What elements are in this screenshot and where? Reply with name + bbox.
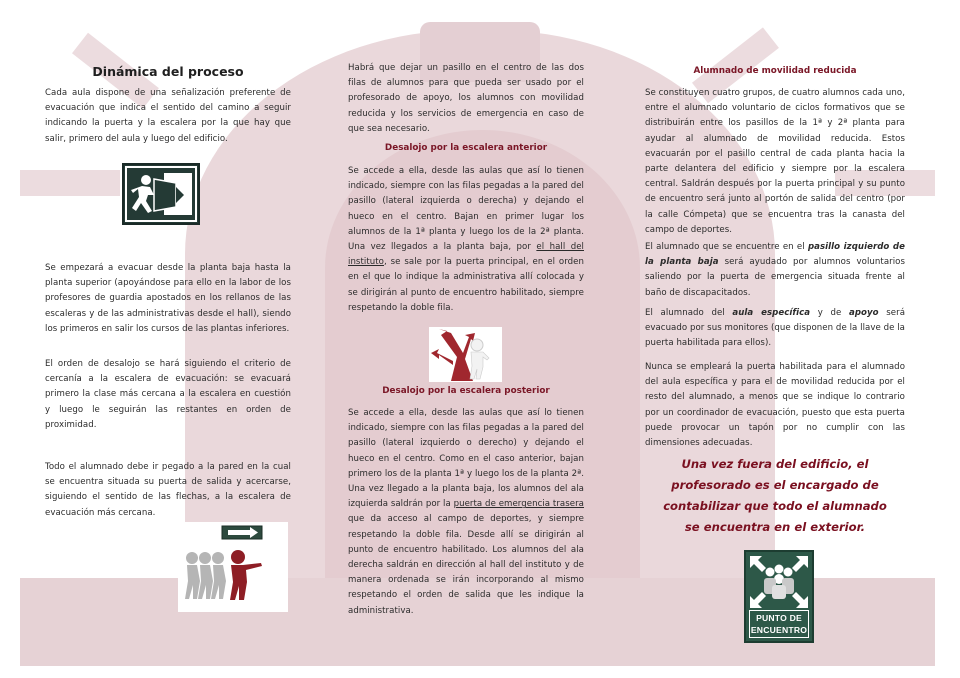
paragraph-volunteer-groups: Se constituyen cuatro grupos, de cuatro alumnos cada uno, entre el alumnado voluntario de ciclos formativos que se distribuirán entre los pasillos de la 1ª y 2ª planta para ayudar al alumnado de movilidad reducida. Estos evacuarán por el pasillo central de cada planta hacia la parte delantera del edificio y siempre por la escalera central. Saldrán después por la puerta principal y su punto de encuentro será junto al portón de salida del centro (por la calle Cómpeta) que se encuentra tras la canasta del campo de deportes.	[645, 88, 905, 235]
paragraph-central-corridor: Habrá que dejar un pasillo en el centro de las dos filas de alumnos para que pueda ser usado por el profesorado de apoyo, los alumnos con movilidad reducida y los servicios de emergencia en caso de que sea necesario.	[348, 63, 584, 134]
paragraph-evacuation-order: Se empezará a evacuar desde la planta baja hasta la planta superior (apoyándose para ello en la labor de los profesores de guardia apostados en los rellanos de las escaleras y de las administrativas desde el hall), siendo los primeros en salir los cursos de las plantas inferiores.	[45, 263, 291, 334]
text-span: que da acceso al campo de deportes, y siempre respetando la doble fila. Desde allí se dirigirán al punto de encuentro habilitado. Los alumnos del ala derecha saldrán en dirección al hall del instituto y de manera ordenada se irán incorporando al mismo respetando el orden de salida que les indique la administrativa.	[348, 514, 584, 616]
underlined-hall: el hall del instituto	[348, 242, 584, 268]
text-span: será ayudado por alumnos voluntarios saliendo por la puerta de emergencia situada frente al baño de discapacitados.	[645, 257, 906, 298]
paragraph-wall-rule: Todo el alumnado debe ir pegado a la pared en la cual se encuentra situada su puerta de salida y acercarse, siguiendo el sentido de las flechas, a la escalera de evacuación más cercana.	[45, 462, 291, 518]
paragraph-rear-stairs	[348, 406, 584, 619]
paragraph-front-stairs	[348, 164, 584, 316]
text-span: , se sale por la puerta principal, en el orden en el que lo indique la administrativa allí colocada y se dirigirán al punto de encuentro habilitado, siempre respetando la doble fila.	[348, 257, 584, 313]
heading-front-stairs: Desalojo por la escalera anterior	[384, 143, 548, 153]
crossroads-icon	[429, 327, 502, 382]
emphasis-apoyo: apoyo	[849, 308, 879, 318]
text-span: El alumnado del	[645, 308, 733, 318]
meeting-point-icon	[746, 552, 812, 610]
emergency-exit-icon	[122, 163, 200, 225]
meeting-point-label	[749, 610, 809, 638]
meeting-point-line1: PUNTO DE	[756, 613, 802, 623]
heading-rear-stairs: Desalojo por la escalera posterior	[382, 386, 550, 396]
page-title: Dinámica del proceso	[92, 64, 244, 79]
paragraph-specific-classroom	[645, 306, 905, 352]
underlined-rear-exit: puerta de emergencia trasera	[453, 499, 584, 510]
paragraph-signage: Cada aula dispone de una señalización preferente de evacuación que indica el sentido del camino a seguir indicando la puerta y la escalera por la que hay que salir, primero del aula y luego del edificio.	[45, 88, 291, 144]
meeting-point-line2: ENCUENTRO	[750, 625, 808, 635]
paragraph-left-corridor	[645, 240, 905, 301]
paragraph-door-restriction: Nunca se empleará la puerta habilitada para el alumnado del aula específica y para el de movilidad reducida por el resto del alumnado, a menos que se indique lo contrario por un coordinador de evacuación, puesto que esta puerta puede provocar un tapón por no cumplir con las dimensiones adecuadas.	[645, 362, 905, 449]
text-span: El alumnado que se encuentre en el	[645, 242, 808, 252]
heading-reduced-mobility: Alumnado de movilidad reducida	[693, 66, 857, 76]
watermark-ray	[20, 170, 120, 196]
text-span: Se accede a ella, desde las aulas que así lo tienen indicado, siempre con las filas pegadas a la pared del pasillo (lateral izquierdo o derecho) y dejando el hueco en el centro. Como en el caso anterior, bajan primero los de la planta 1ª y luego los de la planta 2ª. Una vez llegado a la planta baja, los alumnos del ala izquierda saldrán por la	[348, 408, 584, 510]
meeting-point-sign	[744, 550, 814, 643]
paragraph-proximity: El orden de desalojo se hará siguiendo el criterio de cercanía a la escalera de evacuación: se evacuará primero la clase más cercana a la escalera en cuestión y luego le seguirán las restantes en orden de proximidad.	[45, 359, 291, 430]
emphasis-left-corridor: pasillo izquierdo de la planta baja	[645, 242, 905, 268]
emphasis-aula-especifica: aula específica	[732, 308, 811, 318]
people-following-arrow-icon	[178, 522, 288, 612]
closing-statement: Una vez fuera del edificio, el profesorado es el encargado de contabilizar que todo el alumnado se encuentra en el exterior.	[663, 457, 887, 534]
text-span: Se accede a ella, desde las aulas que así lo tienen indicado, siempre con las filas pegadas a la pared del pasillo (lateral izquierda o derecha) y dejando el hueco en el centro. Bajan en primer lugar los alumnos de la 1ª planta y luego los de la 2ª planta. Una vez llegados a la planta baja, por	[348, 166, 584, 253]
text-span: y de	[810, 308, 849, 318]
text-span: será evacuado por sus monitores (que disponen de la llave de la puerta habilitada para ellos).	[645, 308, 906, 349]
